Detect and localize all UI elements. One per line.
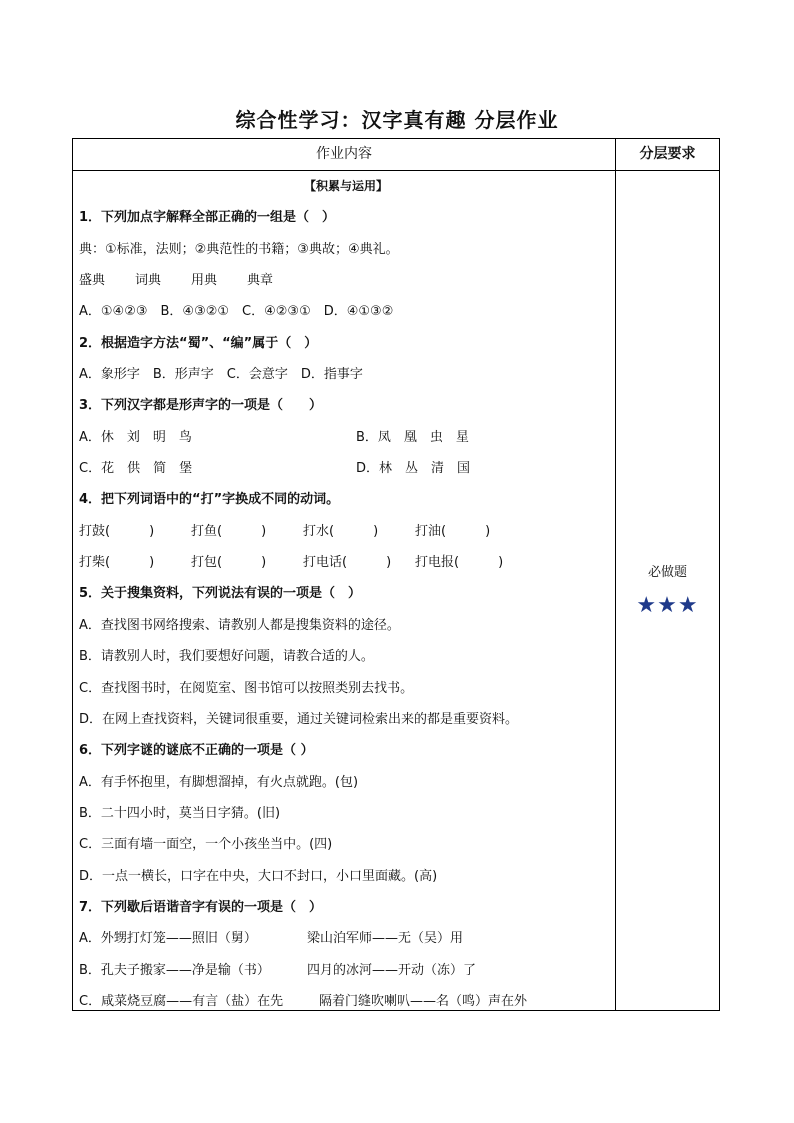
q1-word: 词典: [135, 273, 162, 289]
q4-stem: 4．把下列词语中的“打”字换成不同的动词。: [79, 492, 340, 508]
page-title: 综合性学习：汉字真有趣 分层作业: [235, 108, 559, 132]
q1-word: 典章: [247, 273, 274, 289]
q7-stem: 7．下列歇后语谐音字有误的一项是（ ）: [79, 899, 323, 915]
q3-stem: 3．下列汉字都是形声字的一项是（ ）: [79, 398, 323, 414]
q7-option-c: [79, 986, 613, 1017]
q3-option-b: B．凤 凰 虫 星: [356, 429, 469, 445]
q7-c-second: 隔着门缝吹喇叭——名（鸣）声在外: [319, 993, 528, 1009]
q4-blank: 打水( ): [303, 523, 379, 539]
content-cell: [79, 171, 613, 1017]
q6-option-c: C．三面有墙一面空，一个小孩坐当中。(四): [79, 837, 333, 853]
q7-b-first: B．孔夫子搬家——净是输（书）: [79, 962, 270, 978]
q2-stem: 2．根据造字方法“蜀”、“编”属于（ ）: [79, 335, 318, 351]
homework-table: [72, 138, 720, 1011]
header-level: 分层要求: [639, 146, 696, 162]
q3-options-row2: [79, 453, 613, 484]
q4-blank: 打鱼( ): [191, 523, 267, 539]
q4-blank: 打油( ): [415, 523, 491, 539]
q5-option-a: A．查找图书网络搜索、请教别人都是搜集资料的途径。: [79, 617, 400, 633]
difficulty-stars-icon: ★★★: [636, 593, 699, 618]
q6-stem: 6．下列字谜的谜底不正确的一项是（ ）: [79, 743, 314, 759]
q3-option-c: C．花 供 简 堡: [79, 461, 193, 477]
q6-option-d: D．一点一横长，口字在中央，大口不封口，小口里面藏。(高): [79, 868, 438, 884]
q4-row1: [79, 516, 613, 547]
q1-definition: 典：①标准，法则；②典范性的书籍；③典故；④典礼。: [79, 241, 399, 257]
q4-blank: 打鼓( ): [79, 523, 155, 539]
q1-options: A．①④②③ B．④③②① C．④②③① D．④①③②: [79, 304, 394, 320]
q7-a-second: 梁山泊军师——无（吴）用: [307, 931, 464, 947]
q5-option-b: B．请教别人时，我们要想好问题，请教合适的人。: [79, 649, 374, 665]
q3-options-row1: [79, 422, 613, 453]
q3-option-d: D．林 丛 清 国: [356, 461, 471, 477]
q6-option-a: A．有手怀抱里，有脚想溜掉，有火点就跑。(包): [79, 774, 359, 790]
q7-c-first: C．咸菜烧豆腐——有言（盐）在先: [79, 993, 284, 1009]
q6-option-b: B．二十四小时，莫当日字猜。(旧): [79, 805, 281, 821]
q1-stem: 1．下列加点字解释全部正确的一组是（ ）: [79, 210, 336, 226]
q1-word: 用典: [191, 273, 218, 289]
q4-row2: [79, 547, 613, 578]
q5-option-c: C．查找图书时，在阅览室、图书馆可以按照类别去找书。: [79, 680, 414, 696]
q4-blank: 打电报( ): [415, 555, 504, 571]
section-heading: 【积累与运用】: [303, 179, 388, 193]
q2-options: A．象形字 B．形声字 C．会意字 D．指事字: [79, 367, 363, 383]
q7-b-second: 四月的冰河——开动（冻）了: [307, 962, 477, 978]
q5-stem: 5．关于搜集资料，下列说法有误的一项是（ ）: [79, 586, 362, 602]
q3-option-a: A．休 刘 明 鸟: [79, 429, 192, 445]
q5-option-d: D．在网上查找资料，关键词很重要，通过关键词检索出来的都是重要资料。: [79, 711, 519, 727]
q7-option-b: [79, 955, 613, 986]
q7-a-first: A．外甥打灯笼——照旧（舅）: [79, 931, 257, 947]
q1-word: 盛典: [79, 273, 106, 289]
header-content: 作业内容: [316, 146, 372, 162]
q4-blank: 打柴( ): [79, 555, 155, 571]
q4-blank: 打电话( ): [303, 555, 392, 571]
q7-option-a: [79, 923, 613, 954]
q4-blank: 打包( ): [191, 555, 267, 571]
q1-words: [79, 265, 613, 296]
level-label: 必做题: [647, 565, 687, 580]
